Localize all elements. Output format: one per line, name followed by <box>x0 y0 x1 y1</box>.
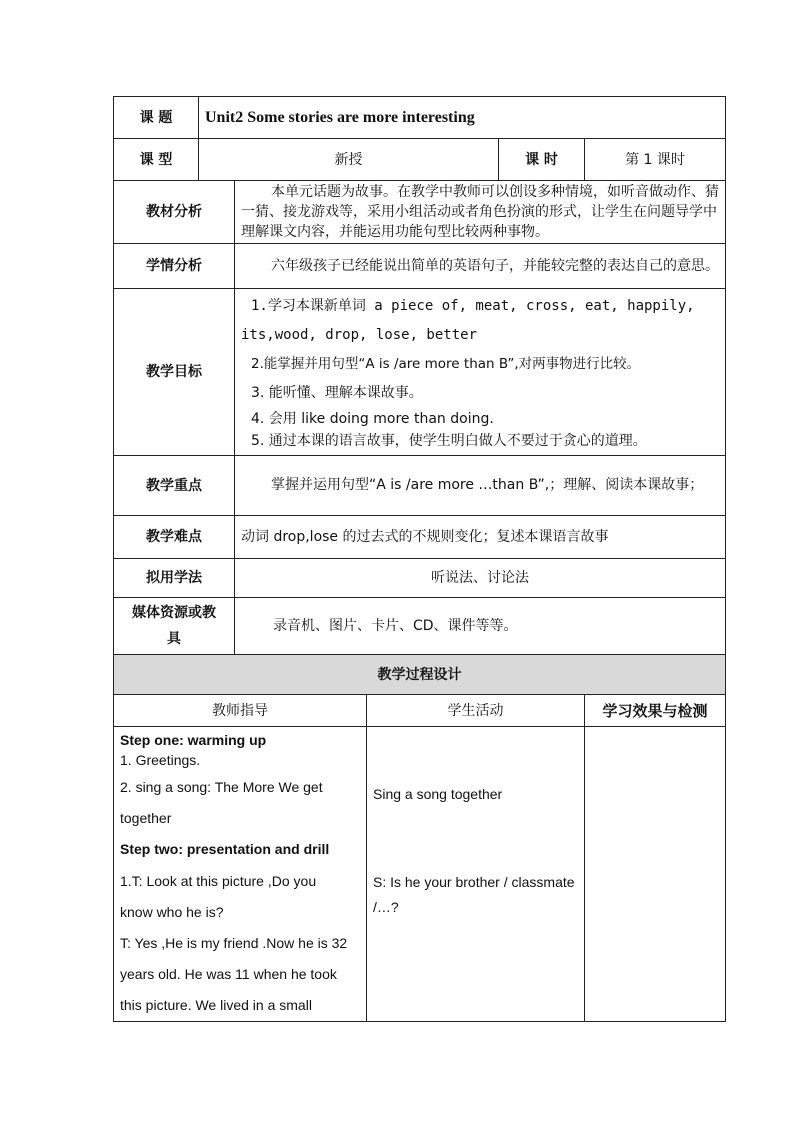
media-text: 录音机、图片、卡片、CD、课件等等。 <box>235 598 726 655</box>
teacher-line: know who he is? <box>120 904 224 920</box>
type-label: 课 型 <box>114 139 199 181</box>
teacher-line: 1.T: Look at this picture ,Do you <box>120 873 317 889</box>
goal-line: 2.能掌握并用句型“A is /are more than B”,对两事物进行比较。 <box>251 356 641 372</box>
goal-line: 5. 通过本课的语言故事，使学生明白做人不要过于贪心的道理。 <box>251 433 647 449</box>
topic-label: 课 题 <box>114 97 199 139</box>
teacher-line: years old. He was 11 when he took <box>120 966 337 982</box>
col-teacher-header: 教师指导 <box>114 695 367 727</box>
goals-row <box>114 289 726 456</box>
process-header-row <box>114 695 726 727</box>
teacher-line: Step one: warming up <box>120 732 267 748</box>
difficult-text: 动词 drop,lose 的过去式的不规则变化；复述本课语言故事 <box>235 516 726 559</box>
period-value: 第 1 课时 <box>585 139 726 181</box>
goal-line: 4. 会用 like doing more than doing. <box>251 411 494 427</box>
goal-line: its,wood, drop, lose, better <box>241 327 478 343</box>
goals-label: 教学目标 <box>114 289 235 456</box>
student-label: 学情分析 <box>114 244 235 289</box>
teacher-line: 2. sing a song: The More We get <box>120 779 323 795</box>
type-row <box>114 139 726 181</box>
goal-line: 1.学习本课新单词 a piece of, meat, cross, eat, happily, <box>251 298 695 314</box>
topic-row <box>114 97 726 139</box>
material-row <box>114 181 726 244</box>
teacher-line: 1. Greetings. <box>120 752 201 768</box>
teacher-line: Step two: presentation and drill <box>120 841 330 857</box>
student-line: /…? <box>373 899 399 915</box>
student-row <box>114 244 726 289</box>
lesson-plan-table <box>113 96 726 1022</box>
material-text: 本单元话题为故事。在教学中教师可以创设多种情境，如听音做动作、猜一猜、接龙游戏等，采用小组活动或者角色扮演的形式，让学生在问题导学中理解课文内容，并能运用功能句型比较两种事物。 <box>235 181 726 244</box>
process-title: 教学过程设计 <box>114 655 726 695</box>
key-text: 掌握并运用句型“A is /are more …than B”,；理解、阅读本课故事； <box>235 456 726 516</box>
type-value: 新授 <box>199 139 499 181</box>
topic-value: Unit2 Some stories are more interesting <box>199 97 726 139</box>
difficult-label: 教学难点 <box>114 516 235 559</box>
student-text: 六年级孩子已经能说出简单的英语句子，并能较完整的表达自己的意思。 <box>235 244 726 289</box>
student-line: Sing a song together <box>373 786 503 802</box>
teacher-guidance <box>114 727 367 1022</box>
teacher-line: this picture. We lived in a small <box>120 997 312 1013</box>
teacher-line: together <box>120 810 172 826</box>
col-effect-header: 学习效果与检测 <box>585 695 726 727</box>
process-body-row <box>114 727 726 1022</box>
material-label: 教材分析 <box>114 181 235 244</box>
student-line: S: Is he your brother / classmate <box>373 874 575 890</box>
method-label: 拟用学法 <box>114 559 235 598</box>
media-row <box>114 598 726 655</box>
teacher-line: T: Yes ,He is my friend .Now he is 32 <box>120 935 348 951</box>
goals-list <box>235 289 726 456</box>
method-row <box>114 559 726 598</box>
process-title-row <box>114 655 726 695</box>
key-row <box>114 456 726 516</box>
effect-cell <box>585 727 726 1022</box>
student-activity <box>367 727 585 1022</box>
media-label: 媒体资源或教具 <box>114 598 235 655</box>
method-text: 听说法、讨论法 <box>235 559 726 598</box>
col-student-header: 学生活动 <box>367 695 585 727</box>
goal-line: 3. 能听懂、理解本课故事。 <box>251 385 423 401</box>
key-label: 教学重点 <box>114 456 235 516</box>
difficult-row <box>114 516 726 559</box>
period-label: 课 时 <box>499 139 585 181</box>
